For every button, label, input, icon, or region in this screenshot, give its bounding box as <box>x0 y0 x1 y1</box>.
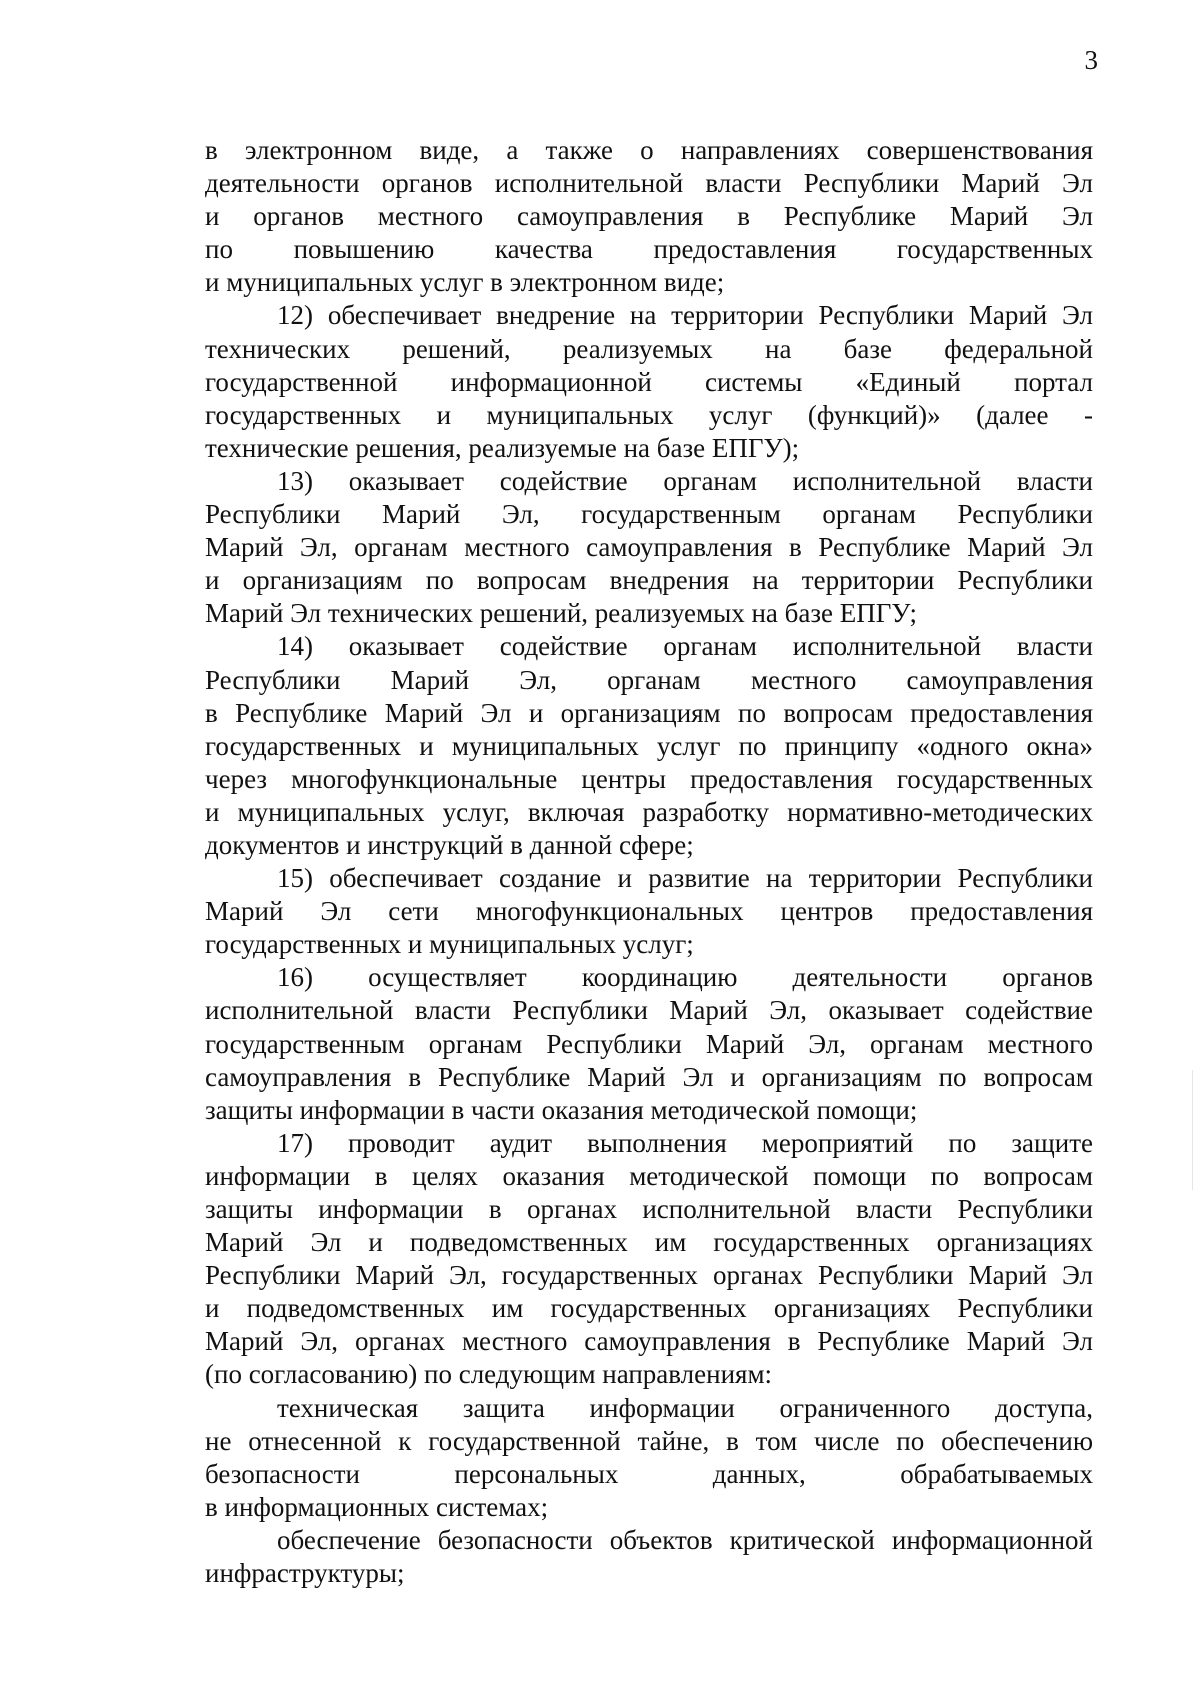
text-line: в информационных системах; <box>205 1491 549 1522</box>
text-line: 13) оказывает содействие органам исполнительной власти <box>277 465 1093 496</box>
text-line: государственных и муниципальных услуг (функций)» (далее - <box>205 399 1093 430</box>
text-line: исполнительной власти Республики Марий Эл, оказывает содействие <box>205 995 1093 1026</box>
text-line: и подведомственных им государственных организациях Республики <box>205 1293 1093 1324</box>
text-line: технические решения, реализуемые на базе ЕПГУ); <box>205 432 800 463</box>
text-line: (по согласованию) по следующим направлениям: <box>205 1359 773 1390</box>
text-line: Марий Эл, органах местного самоуправления в Республике Марий Эл <box>205 1326 1093 1357</box>
text-line: и муниципальных услуг в электронном виде; <box>205 267 725 298</box>
text-line: Республики Марий Эл, органам местного самоуправления <box>205 664 1093 695</box>
text-line: защиты информации в органах исполнительной власти Республики <box>205 1194 1093 1224</box>
text-line: 16) осуществляет координацию деятельности органов <box>277 962 1093 993</box>
text-line: и муниципальных услуг, включая разработку нормативно-методических <box>205 796 1093 827</box>
text-line: документов и инструкций в данной сфере; <box>205 829 694 860</box>
text-line: государственной информационной системы «Единый портал <box>205 366 1093 397</box>
page-number: 3 <box>1084 45 1098 75</box>
text-line: и органов местного самоуправления в Республике Марий Эл <box>205 201 1093 232</box>
document-body <box>205 134 1093 1590</box>
text-line: техническая защита информации ограниченного доступа, <box>277 1392 1093 1423</box>
text-line: Марий Эл и подведомственных им государственных организациях <box>205 1227 1093 1258</box>
text-line: Республики Марий Эл, государственным органам Республики <box>205 499 1093 530</box>
scan-margin-mark <box>1192 1070 1193 1190</box>
text-line: безопасности персональных данных, обрабатываемых <box>205 1458 1093 1489</box>
text-line: 15) обеспечивает создание и развитие на территории Республики <box>277 863 1093 894</box>
text-line: через многофункциональные центры предоставления государственных <box>205 763 1093 794</box>
text-line: не отнесенной к государственной тайне, в том числе по обеспечению <box>205 1425 1093 1456</box>
text-line: самоуправления в Республике Марий Эл и организациям по вопросам <box>205 1061 1093 1092</box>
text-line: инфраструктуры; <box>205 1558 405 1589</box>
text-line: государственным органам Республики Марий Эл, органам местного <box>205 1028 1093 1059</box>
text-line: информации в целях оказания методической помощи по вопросам <box>205 1160 1093 1191</box>
text-line: Республики Марий Эл, государственных органах Республики Марий Эл <box>205 1260 1093 1291</box>
text-line: в электронном виде, а также о направлениях совершенствования <box>205 135 1093 165</box>
text-line: и организациям по вопросам внедрения на территории Республики <box>205 565 1093 596</box>
text-line: 14) оказывает содействие органам исполнительной власти <box>277 631 1093 662</box>
text-line: государственных и муниципальных услуг; <box>205 929 694 960</box>
text-line: защиты информации в части оказания методической помощи; <box>205 1094 918 1125</box>
text-line: Марий Эл сети многофункциональных центров предоставления <box>205 896 1093 927</box>
text-line: по повышению качества предоставления государственных <box>205 234 1093 265</box>
text-line: обеспечение безопасности объектов критической информационной <box>277 1524 1093 1555</box>
text-line: в Республике Марий Эл и организациям по вопросам предоставления <box>205 697 1093 728</box>
text-line: государственных и муниципальных услуг по принципу «одного окна» <box>205 730 1093 761</box>
text-line: 17) проводит аудит выполнения мероприятий по защите <box>277 1127 1093 1158</box>
text-line: 12) обеспечивает внедрение на территории Республики Марий Эл <box>277 300 1093 331</box>
text-line: Марий Эл технических решений, реализуемых на базе ЕПГУ; <box>205 598 917 629</box>
text-line: Марий Эл, органам местного самоуправления в Республике Марий Эл <box>205 532 1093 563</box>
text-line: деятельности органов исполнительной власти Республики Марий Эл <box>205 168 1093 199</box>
text-line: технических решений, реализуемых на базе федеральной <box>205 333 1093 364</box>
